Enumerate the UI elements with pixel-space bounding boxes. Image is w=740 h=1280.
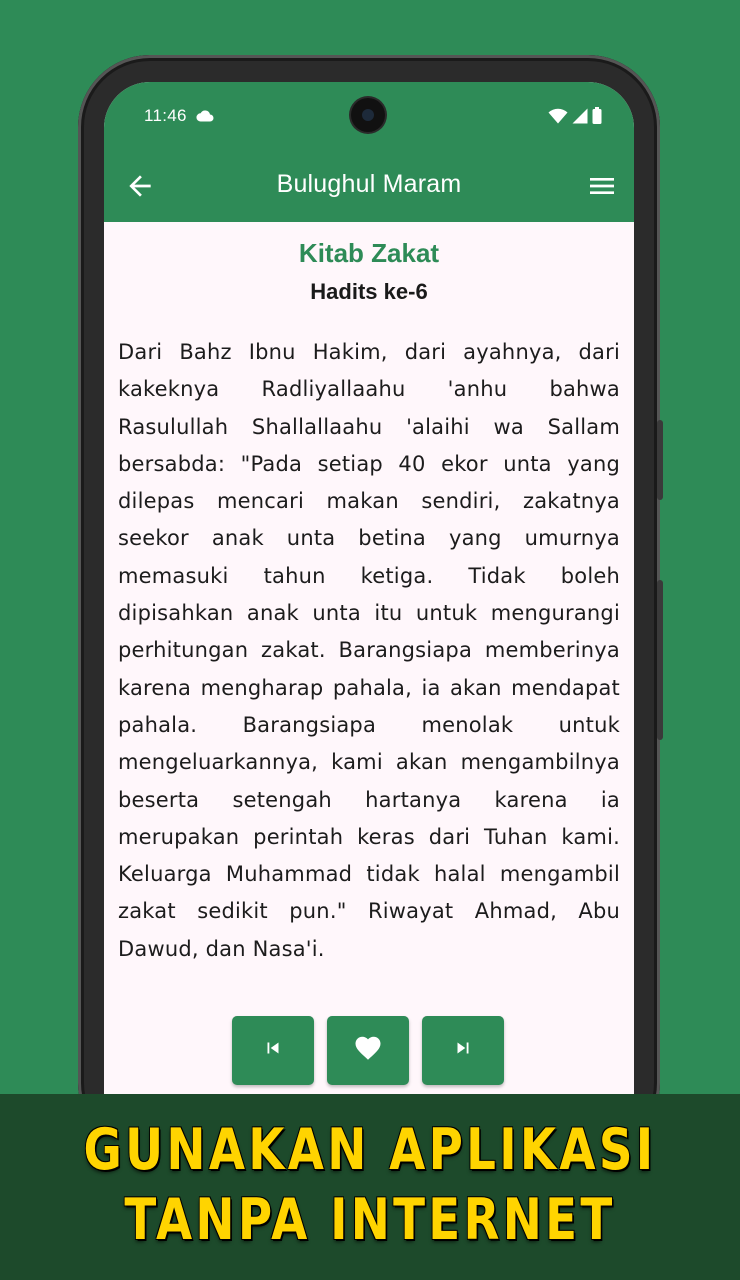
skip-previous-icon	[262, 1037, 284, 1064]
favorite-button[interactable]	[327, 1016, 409, 1085]
hadits-number: Hadits ke-6	[310, 279, 428, 304]
banner-line-1: GUNAKAN APLIKASI	[83, 1117, 657, 1183]
skip-next-icon	[452, 1037, 474, 1064]
banner-line-2: TANPA INTERNET	[124, 1187, 616, 1253]
status-time: 11:46	[144, 106, 187, 125]
front-camera	[351, 98, 385, 132]
hadith-text[interactable]: Dari Bahz Ibnu Hakim, dari ayahnya, dari kakeknya Radliyallaahu 'anhu bahwa Rasulullah Shallallaahu 'alaihi wa Sallam bersabda: "Pada setiap 40 ekor unta yang dilepas mencari makan sendiri, zakatnya seekor anak unta betina yang umurnya memasuki tahun ketiga. Tidak boleh dipisahkan anak unta itu untuk mengurangi perhitungan zakat. Barangsiapa memberinya karena mengharap pahala, ia akan mendapat pahala. Barangsiapa menolak untuk mengeluarkannya, kami akan mengambilnya beserta setengah hartanya karena ia merupakan perintah keras dari Tuhan kami. Keluarga Muhammad tidak halal mengambil zakat sedikit pun." Riwayat Ahmad, Abu Dawud, dan Nasa'i.	[118, 340, 620, 961]
power-button	[657, 420, 663, 500]
navigation-buttons	[232, 1016, 504, 1085]
app-screen	[104, 82, 634, 1142]
battery-icon	[592, 107, 602, 129]
volume-button	[657, 580, 663, 740]
menu-button[interactable]	[586, 170, 618, 202]
previous-button[interactable]	[232, 1016, 314, 1085]
app-bar	[104, 148, 634, 222]
menu-icon	[586, 189, 618, 206]
app-title: Bulughul Maram	[276, 170, 462, 198]
cloud-icon	[196, 109, 214, 127]
wifi-icon	[548, 108, 568, 129]
status-icons	[548, 107, 602, 129]
signal-icon	[572, 108, 588, 129]
kitab-title: Kitab Zakat	[298, 238, 440, 268]
heart-icon	[353, 1033, 383, 1068]
status-bar	[104, 82, 634, 148]
hadith-content	[104, 222, 634, 1142]
next-button[interactable]	[422, 1016, 504, 1085]
